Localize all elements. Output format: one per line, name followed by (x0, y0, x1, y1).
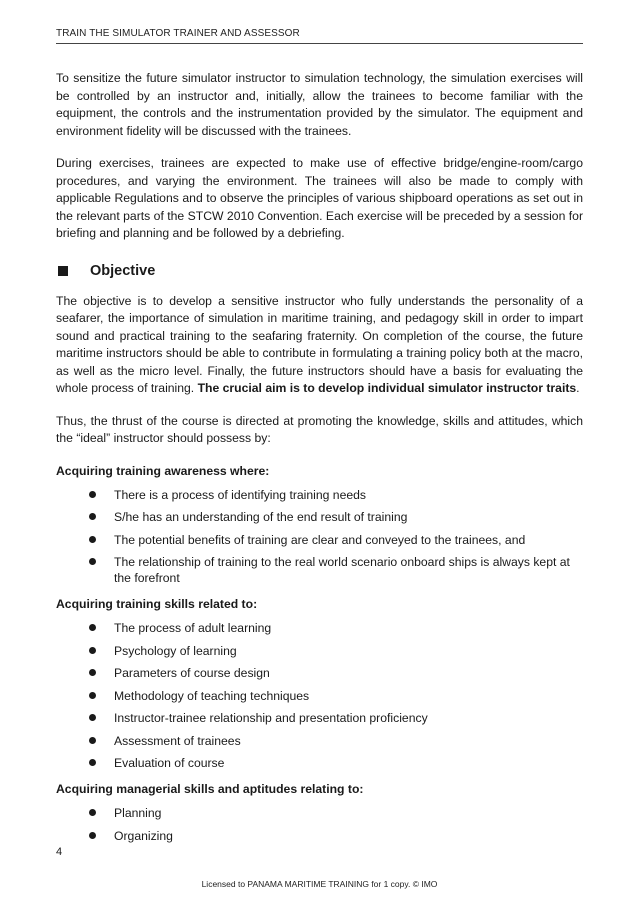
objective-aim-bold: The crucial aim is to develop individual simulator instructor traits (197, 381, 577, 395)
bullet-icon (89, 759, 96, 766)
list-item (56, 665, 583, 681)
bullet-icon (89, 513, 96, 520)
list-item (56, 487, 583, 503)
list-item (56, 733, 583, 749)
list-item-text: Methodology of teaching techniques (114, 688, 310, 703)
list-item-text: The process of adult learning (114, 621, 272, 635)
bullet-icon (89, 536, 96, 543)
bullet-icon (89, 809, 96, 816)
header-rule (56, 43, 583, 44)
bullet-icon (89, 714, 96, 721)
list-item-text: Instructor-trainee relationship and presentation proficiency (114, 711, 428, 725)
page-content (56, 70, 583, 854)
list-item-text: Planning (114, 806, 162, 820)
bullet-icon (89, 558, 96, 565)
bullet-icon (89, 692, 96, 699)
bullet-icon (89, 832, 96, 839)
list-item (56, 688, 583, 704)
thrust-paragraph: Thus, the thrust of the course is directed at promoting the knowledge, skills and attitudes, which the “ideal” instructor should possess by: (56, 413, 583, 445)
objective-text-end: . (576, 381, 580, 395)
list-item-text: There is a process of identifying training needs (114, 487, 367, 502)
list-heading-awareness: Acquiring training awareness where: (56, 463, 270, 478)
list-item (56, 620, 583, 636)
objective-section-heading (56, 263, 583, 279)
list-item (56, 755, 583, 771)
bullet-icon (89, 737, 96, 744)
license-footer: Licensed to PANAMA MARITIME TRAINING for 1 copy. © IMO (201, 879, 438, 889)
bullet-icon (89, 669, 96, 676)
objective-paragraph (56, 293, 583, 398)
intro-paragraph-1: To sensitize the future simulator instructor to simulation technology, the simulation exercises will be controlled by an instructor and, initially, allow the trainees to become familiar with the equipment, the controls and the instrumentation provided by the simulator. The equipment and environment fidelity will be discussed with the trainees. (56, 71, 583, 138)
list-item-text: Organizing (114, 828, 173, 843)
training-skills-list (56, 620, 583, 771)
list-item-text: Evaluation of course (114, 756, 225, 770)
list-item-text: S/he has an understanding of the end result of training (114, 510, 408, 524)
bullet-icon (89, 491, 96, 498)
objective-heading: Objective (90, 262, 156, 279)
intro-paragraph-2: During exercises, trainees are expected to make use of effective bridge/engine-room/cargo procedures, and varying the environment. The trainees will also be made to comply with applicable Regulations and to observe the principles of various shipboard operations as set out in the relevant parts of the STCW 2010 Convention. Each exercise will be preceded by a session for briefing and planning and be followed by a debriefing. (56, 156, 583, 240)
list-heading-training-skills: Acquiring training skills related to: (56, 597, 258, 611)
list-heading-managerial-skills: Acquiring managerial skills and aptitudes relating to: (56, 782, 364, 796)
page-number: 4 (56, 846, 63, 858)
list-item (56, 805, 583, 821)
list-item-text: Assessment of trainees (114, 733, 241, 748)
square-bullet-icon (58, 266, 68, 276)
list-item-text: Psychology of learning (114, 643, 237, 658)
list-item (56, 554, 583, 586)
bullet-icon (89, 624, 96, 631)
list-item (56, 828, 583, 844)
list-item (56, 710, 583, 726)
list-item (56, 643, 583, 659)
managerial-skills-list (56, 805, 583, 844)
bullet-icon (89, 647, 96, 654)
running-header: TRAIN THE SIMULATOR TRAINER AND ASSESSOR (56, 28, 300, 39)
list-item-text: The relationship of training to the real world scenario onboard ships is always kept at the forefront (114, 555, 570, 585)
list-item (56, 509, 583, 525)
list-item-text: The potential benefits of training are clear and conveyed to the trainees, and (114, 532, 526, 547)
list-item-text: Parameters of course design (114, 666, 270, 680)
objective-text: The objective is to develop a sensitive instructor who fully understands the personality of a seafarer, the importance of simulation in maritime training, and pedagogy skill in order to impart sound and practical training to the seafaring fraternity. On completion of the course, the future maritime instructors should be able to contribute in formulating a training policy both at the macro, as well as the micro level. Finally, the future instructors should have a basis for evaluating the whole process of training. (56, 293, 583, 395)
list-item (56, 532, 583, 548)
awareness-list (56, 487, 583, 587)
